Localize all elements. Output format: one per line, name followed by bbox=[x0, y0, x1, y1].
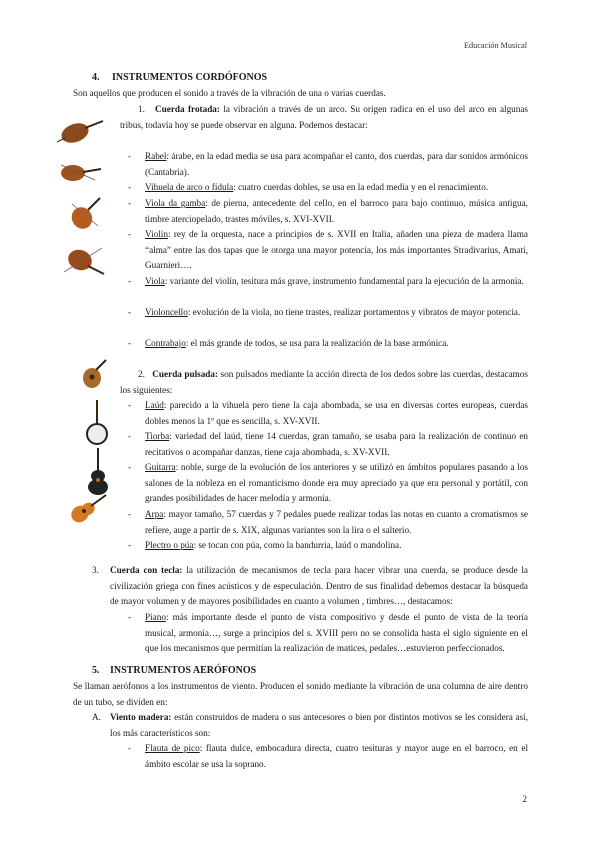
list-dash: - bbox=[128, 198, 132, 208]
cello-icon bbox=[55, 118, 105, 148]
list-item-violoncello bbox=[145, 305, 528, 321]
list-dash: - bbox=[128, 182, 132, 192]
list-item-rabel bbox=[145, 149, 528, 180]
list-item-viola-gamba bbox=[145, 196, 528, 227]
item-term: Violoncello bbox=[145, 307, 188, 317]
madera-paragraph bbox=[110, 710, 528, 741]
list-dash: - bbox=[128, 612, 132, 622]
list-dash: - bbox=[128, 540, 132, 550]
item-term: Rabel bbox=[145, 151, 167, 161]
item-text: : cuatro cuerdas dobles, se usa en la edad media y en el renacimiento. bbox=[233, 182, 489, 192]
list-item-violin bbox=[145, 227, 528, 274]
pulsada-term: Cuerda pulsada: bbox=[152, 369, 219, 379]
section-5-intro: Se llaman aerófonos a los instrumentos de viento. Producen el sonido mediante la vibración de una columna de aire dentro de un tubo, se dividen en: bbox=[73, 681, 528, 707]
tecla-number: 3. bbox=[92, 565, 99, 575]
item-term: Arpa bbox=[145, 509, 164, 519]
classical-guitar-icon bbox=[64, 492, 108, 528]
item-term: Violín bbox=[145, 229, 168, 239]
list-dash: - bbox=[128, 307, 132, 317]
guitar-icon bbox=[84, 448, 112, 496]
section-4-intro: Son aquellos que producen el sonido a través de la vibración de una o varias cuerdas. bbox=[73, 88, 386, 98]
list-item-viola bbox=[145, 274, 528, 290]
list-item-contrabajo bbox=[145, 336, 528, 352]
item-text: : flauta dulce, embocadura directa, cuatro tesituras y mayor auge en el barroco, en el ámbito escolar se usa la soprano. bbox=[145, 743, 528, 769]
frotada-text: la vibración a través de un arco. Su origen radica en el uso del arco en algunas tribus, todavía hoy se puede observar en alguna. Podemos destacar: bbox=[120, 104, 529, 130]
item-text: : se tocan con púa, como la bandurria, laúd o mandolina. bbox=[193, 540, 402, 550]
item-term: Contrabajo bbox=[145, 338, 186, 348]
list-item-vihuela bbox=[145, 180, 528, 196]
list-dash: - bbox=[128, 338, 132, 348]
item-term: Viola da gamba bbox=[145, 198, 206, 208]
list-item-guitarra bbox=[145, 460, 528, 507]
item-term: Flauta de pico bbox=[145, 743, 200, 753]
list-dash: - bbox=[128, 509, 132, 519]
list-item-laud bbox=[145, 398, 528, 429]
tecla-term: Cuerda con tecla: bbox=[110, 565, 183, 575]
section-4-number: 4. bbox=[92, 72, 100, 83]
item-text: : mayor tamaño, 57 cuerdas y 7 pedales puede realizar todas las notas en cuanto a cromatismos se refiere, auge a partir de s. XIX, algunas variantes son la lira o el salterio. bbox=[145, 509, 528, 535]
item-text: : variante del violín, tesitura más grave, instrumento fundamental para la ejecución de la armonía. bbox=[164, 276, 524, 286]
list-dash: - bbox=[128, 400, 132, 410]
list-dash: - bbox=[128, 229, 132, 239]
item-text: : el más grande de todos, se usa para la realización de la base armónica. bbox=[185, 338, 449, 348]
item-text: : noble, surge de la evolución de los anteriores y se utilizó en ámbitos populares pasando a los salones de la nobleza en el romanticismo donde era muy apreciado ya que era personal y portátil, con grandes posibilidades de hacer melodía y armonía. bbox=[145, 462, 528, 504]
item-term: Laúd bbox=[145, 400, 164, 410]
pulsada-paragraph bbox=[120, 367, 528, 398]
section-5-number: 5. bbox=[92, 665, 100, 676]
item-text: : árabe, en la edad media se usa para acompañar el canto, dos cuerdas, para dar sonidos armónicos (Cantabria). bbox=[145, 151, 528, 177]
madera-text: están construidos de madera o sus antecesores o bien por distintos motivos se les considera así, los más característicos son: bbox=[110, 712, 528, 738]
item-term: Piano bbox=[145, 612, 166, 622]
item-text: : de pierna, antecedente del cello, en el barroco para bajo continuo, música antigua, timbre aterciopelado, trastes móviles, s. XVI-XVII. bbox=[145, 198, 528, 224]
list-item-arpa bbox=[145, 507, 528, 538]
madera-term: Viento madera: bbox=[110, 712, 172, 722]
page-number: 2 bbox=[522, 794, 527, 805]
item-text: : parecido a la vihuela pero tiene la caja abombada, se usa en diversas cortes europeas, cuerdas dobles menos la 1º que es sencilla, s. XV-XVII. bbox=[145, 400, 528, 426]
list-dash: - bbox=[128, 276, 132, 286]
tecla-text: la utilización de mecanismos de tecla para hacer vibrar una cuerda, se produce desde la civilización griega con fines acústicos y de especulación. Dentro de sus finalidad debemos destacar la búsqueda de mayor volumen y de mayores posibilidades en cuanto a volumen , timbres…, destacamos: bbox=[110, 565, 529, 607]
section-4-title: INSTRUMENTOS CORDÓFONOS bbox=[112, 72, 268, 83]
item-term: Vihuela de arco o fídula bbox=[145, 182, 234, 192]
list-dash: - bbox=[128, 462, 132, 472]
pulsada-text: son pulsados mediante la acción directa de los dedos sobre las cuerdas, destacamos los siguientes: bbox=[120, 369, 528, 395]
madera-letter: A. bbox=[92, 712, 101, 722]
banjo-icon bbox=[84, 400, 110, 446]
item-text: : más importante desde el punto de vista compositivo y desde el punto de vista de la teoría musical, armonía…, surge a principios del s. XVIII pero no se consolida hasta el siglo siguiente en el que los mecanismos que permitían la realización de matices, pedales…estuvieron perfeccionados. bbox=[145, 612, 528, 654]
list-item-flauta bbox=[145, 741, 528, 772]
tecla-paragraph bbox=[110, 563, 528, 610]
list-dash: - bbox=[128, 743, 132, 753]
pulsada-number: 2. bbox=[138, 369, 145, 379]
item-term: Viola bbox=[145, 276, 165, 286]
running-header: Educación Musical bbox=[464, 41, 527, 50]
violin-icon bbox=[68, 196, 104, 232]
item-term: Guitarra bbox=[145, 462, 176, 472]
list-dash: - bbox=[128, 151, 132, 161]
list-item-tiorba bbox=[145, 429, 528, 460]
list-item-piano bbox=[145, 610, 528, 657]
list-dash: - bbox=[128, 431, 132, 441]
item-term: Plectro o púa bbox=[145, 540, 194, 550]
item-text: : rey de la orquesta, nace a principios de s. XVII en Italia, añaden una pieza de madera llama “alma” entre las dos tapas que le otorga una mayor potencia, los más importantes Stradivarius, Amati, Guarnieri…. bbox=[145, 229, 528, 271]
section-5-title: INSTRUMENTOS AERÓFONOS bbox=[110, 665, 257, 676]
item-term: Tiorba bbox=[145, 431, 170, 441]
item-text: : evolución de la viola, no tiene trastes, realizar portamentos y vibratos de mayor potencia. bbox=[187, 307, 521, 317]
frotada-paragraph bbox=[120, 102, 528, 133]
viola-icon bbox=[62, 242, 106, 276]
list-item-plectro bbox=[145, 538, 528, 554]
frotada-number: 1. bbox=[138, 104, 145, 114]
item-text: : variedad del laúd, tiene 14 cuerdas, gran tamaño, se usaba para la realización de continuo en recitativos o acompañar danzas, tiene caja abombada, s. XV-XVII. bbox=[145, 431, 528, 457]
rabel-icon bbox=[55, 160, 103, 186]
lute-icon bbox=[80, 360, 108, 390]
frotada-term: Cuerda frotada: bbox=[155, 104, 220, 114]
